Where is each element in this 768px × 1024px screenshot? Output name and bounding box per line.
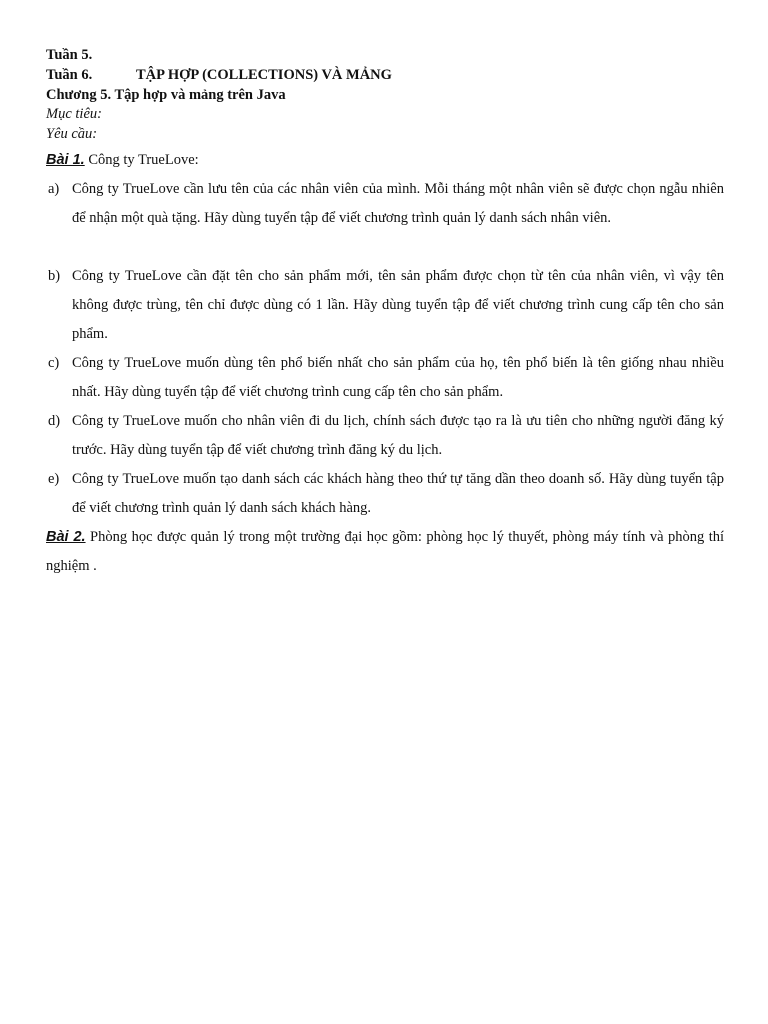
document-title: TẬP HỢP (COLLECTIONS) VÀ MẢNG: [136, 67, 392, 83]
list-item: [46, 407, 724, 465]
bai1-heading: [46, 152, 199, 169]
item-text: Công ty TrueLove cần lưu tên của các nhân viên của mình. Mỗi tháng một nhân viên sẽ được chọn ngẫu nhiên để nhận một quà tặng. Hãy dùng tuyển tập để viết chương trình quản lý danh sách nhân viên.: [72, 181, 724, 226]
requirements-label: Yêu cầu:: [46, 126, 98, 142]
list-item: [46, 175, 724, 233]
item-marker: a): [48, 181, 60, 197]
bai1-label: Bài 1.: [46, 152, 85, 168]
item-marker: d): [48, 413, 61, 429]
list-item: [46, 349, 724, 407]
bai1-intro: Công ty TrueLove:: [88, 152, 199, 168]
bai2-paragraph: [46, 523, 724, 581]
list-item: [46, 262, 724, 349]
week5-heading: Tuần 5.: [46, 47, 93, 63]
bai2-label: Bài 2.: [46, 529, 86, 545]
item-text: Công ty TrueLove muốn cho nhân viên đi du lịch, chính sách được tạo ra là ưu tiên cho những người đăng ký trước. Hãy dùng tuyển tập để viết chương trình đăng ký du lịch.: [72, 413, 724, 458]
list-item: [46, 465, 724, 523]
week6-line: [46, 66, 92, 85]
objectives-label: Mục tiêu:: [46, 106, 102, 122]
item-text: Công ty TrueLove cần đặt tên cho sản phẩm mới, tên sản phẩm được chọn từ tên của nhân viên, vì vậy tên không được trùng, tên chỉ được dùng có 1 lần. Hãy dùng tuyển tập để viết chương trình cung cấp tên cho sản phẩm.: [72, 268, 724, 342]
chapter-heading: Chương 5. Tập hợp và mảng trên Java: [46, 87, 286, 103]
item-marker: c): [48, 355, 60, 371]
item-text: Công ty TrueLove muốn dùng tên phổ biến nhất cho sản phẩm của họ, tên phổ biến là tên giống nhau nhiều nhất. Hãy dùng tuyển tập để viết chương trình cung cấp tên cho sản phẩm.: [72, 355, 724, 400]
item-marker: b): [48, 268, 61, 284]
week6-heading: Tuần 6.: [46, 67, 93, 83]
item-text: Công ty TrueLove muốn tạo danh sách các khách hàng theo thứ tự tăng dần theo doanh số. Hãy dùng tuyển tập để viết chương trình quản lý danh sách khách hàng.: [72, 471, 724, 516]
bai2-text: Phòng học được quản lý trong một trường đại học gồm: phòng học lý thuyết, phòng máy tính và phòng thí nghiệm .: [46, 529, 725, 574]
item-marker: e): [48, 471, 60, 487]
